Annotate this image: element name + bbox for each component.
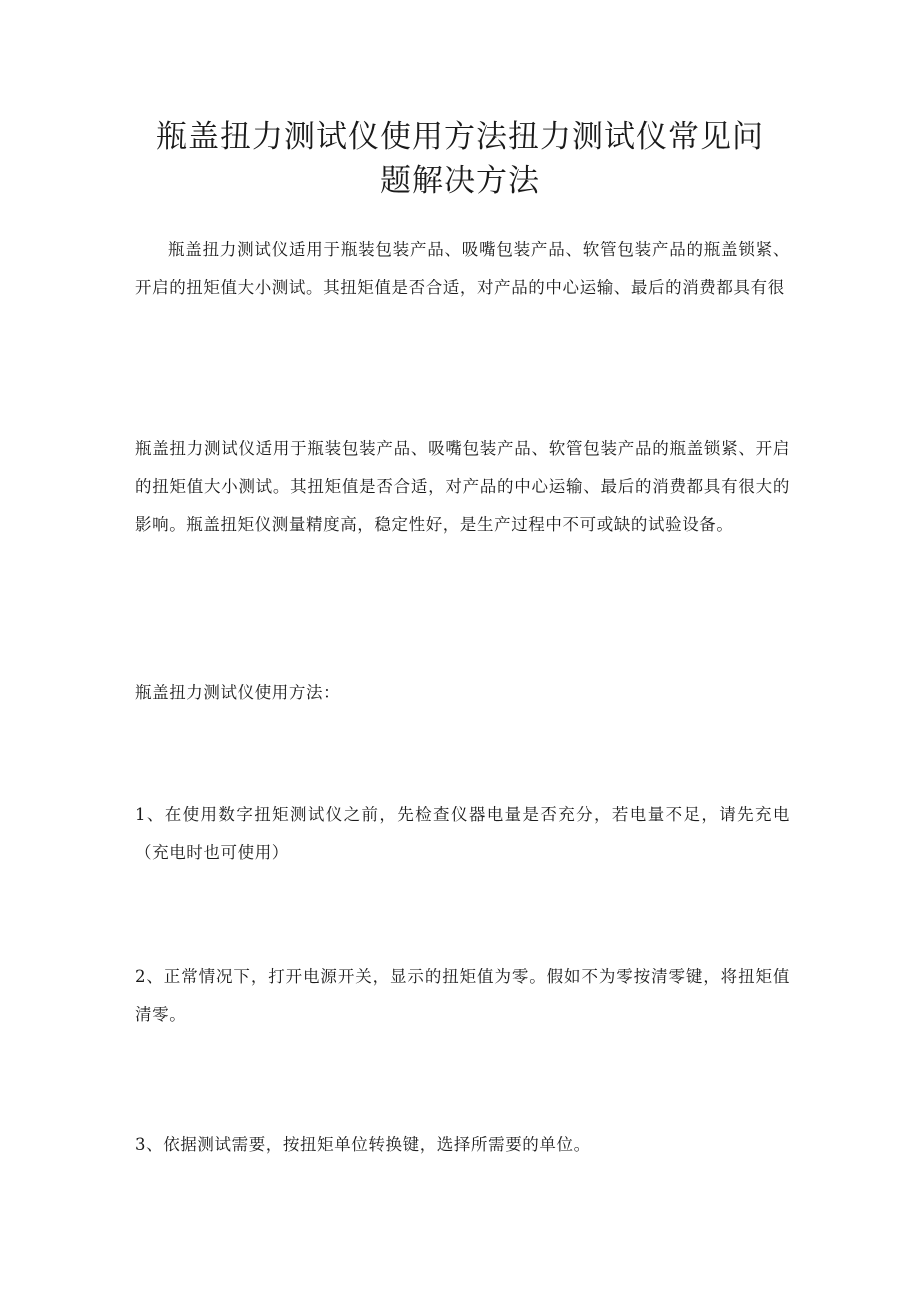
title-line-2: 题解决方法: [380, 163, 540, 199]
method-heading: 瓶盖扭力测试仪使用方法：: [135, 683, 341, 702]
step-item-1: 1、在使用数字扭矩测试仪之前，先检查仪器电量是否充分，若电量不足，请先充电（充电时也可使用）: [135, 805, 790, 862]
intro-paragraph: 瓶盖扭力测试仪适用于瓶装包装产品、吸嘴包装产品、软管包装产品的瓶盖锁紧、开启的扭矩值大小测试。其扭矩值是否合适，对产品的中心运输、最后的消费都具有很: [135, 240, 790, 297]
step-item-3: 3、依据测试需要，按扭矩单位转换键，选择所需要的单位。: [135, 1135, 591, 1154]
title-line-1: 瓶盖扭力测试仪使用方法扭力测试仪常见问: [156, 119, 764, 155]
document-title: [120, 115, 800, 203]
body-paragraph: 瓶盖扭力测试仪适用于瓶装包装产品、吸嘴包装产品、软管包装产品的瓶盖锁紧、开启的扭矩值大小测试。其扭矩值是否合适，对产品的中心运输、最后的消费都具有很大的影响。瓶盖扭矩仪测量精度高，稳定性好，是生产过程中不可或缺的试验设备。: [135, 439, 790, 534]
step-item-2: 2、正常情况下，打开电源开关，显示的扭矩值为零。假如不为零按清零键，将扭矩值清零。: [135, 967, 790, 1024]
